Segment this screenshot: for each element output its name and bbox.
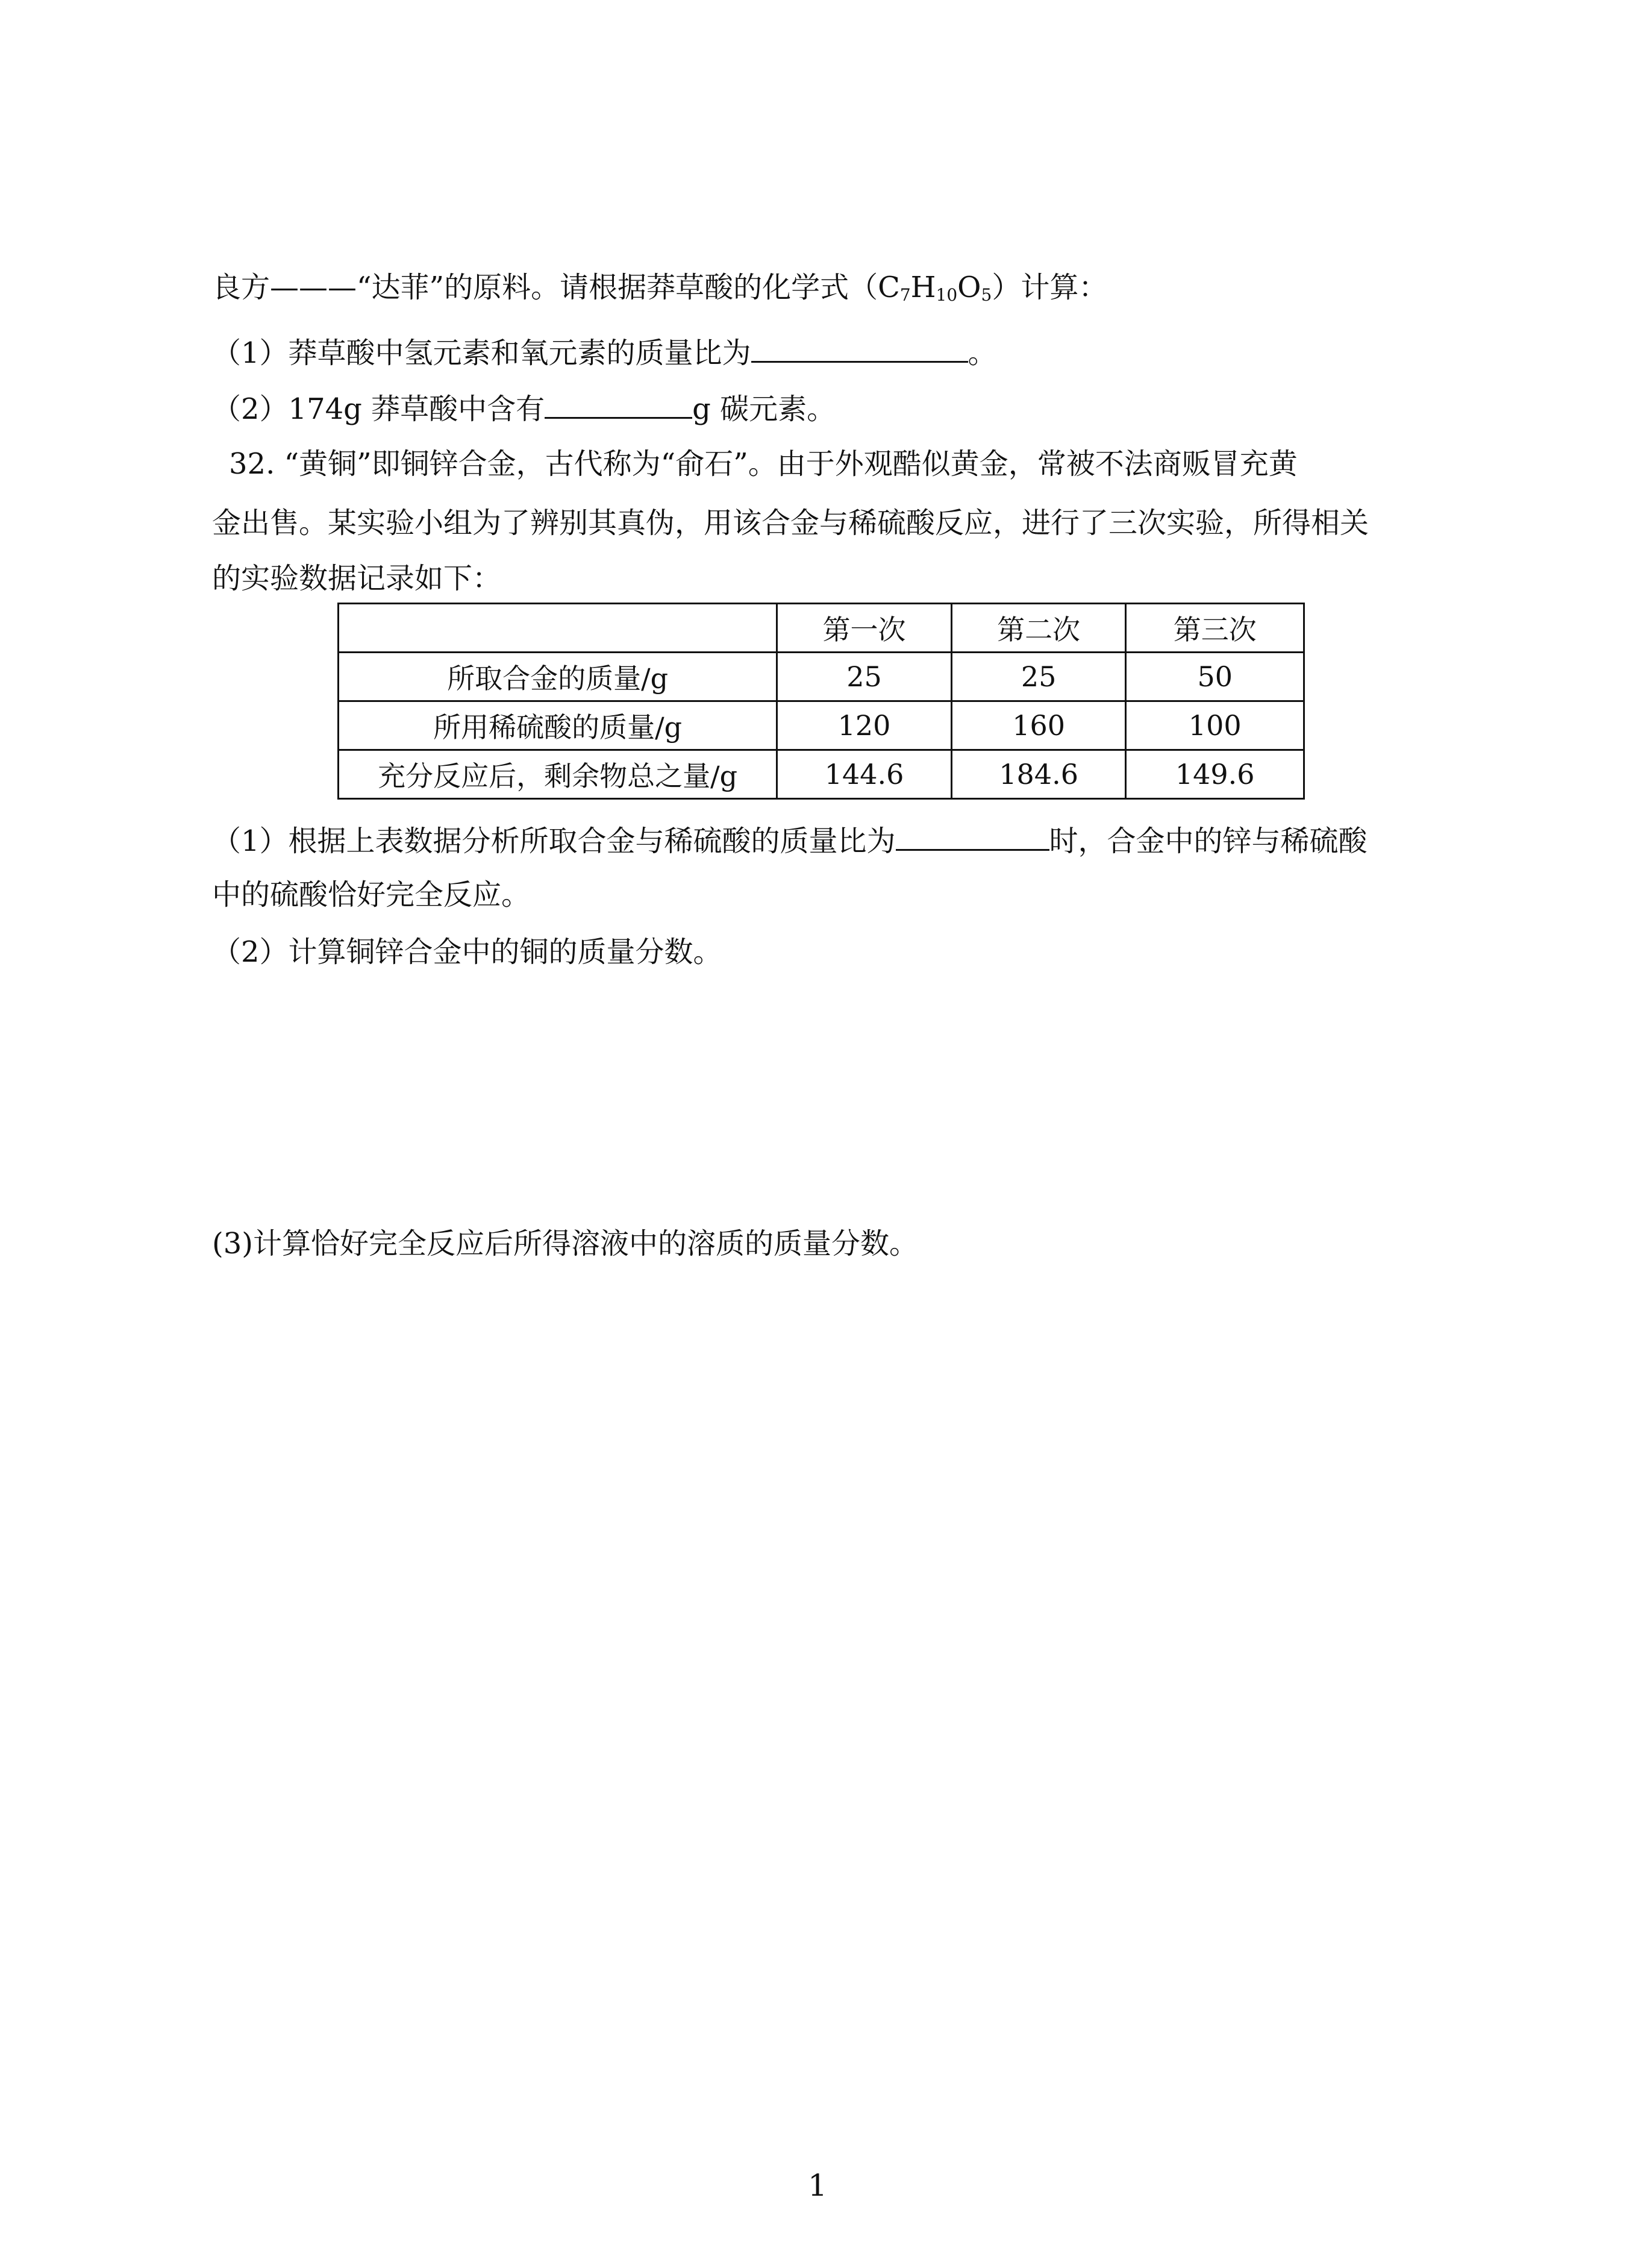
table-header-row <box>339 604 1304 653</box>
q32-line3: 的实验数据记录如下： <box>212 562 502 595</box>
intro-line: 良方———“达菲”的原料。请根据莽草酸的化学式$(C_7H_{10}O_5)$计算： <box>212 271 1108 305</box>
experiment-table <box>337 603 1305 800</box>
table-header-cell <box>339 604 777 653</box>
table-row <box>339 653 1304 701</box>
table-cell: 149.6 <box>1126 750 1304 799</box>
table-cell: 160 <box>951 701 1126 750</box>
table-cell: 25 <box>777 653 952 701</box>
table-header-cell: 第二次 <box>951 604 1126 653</box>
table-cell: 所取合金的质量/g <box>339 653 777 701</box>
table-cell: 144.6 <box>777 750 952 799</box>
q32-part2: （2）计算铜锌合金中的铜的质量分数。 <box>212 935 722 969</box>
answer-blank[interactable] <box>751 330 968 363</box>
table-cell: 25 <box>951 653 1126 701</box>
table-header-cell: 第一次 <box>777 604 952 653</box>
table-cell: 100 <box>1126 701 1304 750</box>
q32-line1: 32. “黄铜”即铜锌合金，古代称为“俞石”。由于外观酷似黄金，常被不法商贩冒充黄 <box>229 447 1298 481</box>
answer-blank[interactable] <box>545 386 692 419</box>
table-cell: 所用稀硫酸的质量/g <box>339 701 777 750</box>
table-row <box>339 701 1304 750</box>
table-cell: 120 <box>777 701 952 750</box>
table-header-cell: 第三次 <box>1126 604 1304 653</box>
table-cell: 184.6 <box>951 750 1126 799</box>
q32-part3: (3)计算恰好完全反应后所得溶液中的溶质的质量分数。 <box>212 1227 918 1261</box>
table-cell: 充分反应后，剩余物总之量/g <box>339 750 777 799</box>
q31-part1: （1）莽草酸中氢元素和氧元素的质量比为 。 <box>212 330 997 371</box>
q32-part1-line2: 中的硫酸恰好完全反应。 <box>212 878 531 912</box>
q32-part1: （1）根据上表数据分析所取合金与稀硫酸的质量比为 时，合金中的锌与稀硫酸 <box>212 818 1368 859</box>
table-cell: 50 <box>1126 653 1304 701</box>
table-row <box>339 750 1304 799</box>
answer-blank[interactable] <box>896 818 1049 851</box>
q32-line2: 金出售。某实验小组为了辨别其真伪，用该合金与稀硫酸反应，进行了三次实验，所得相关 <box>212 506 1369 540</box>
page-number: 1 <box>808 2168 827 2203</box>
q31-part2: （2）174g 莽草酸中含有 g 碳元素。 <box>212 386 836 427</box>
